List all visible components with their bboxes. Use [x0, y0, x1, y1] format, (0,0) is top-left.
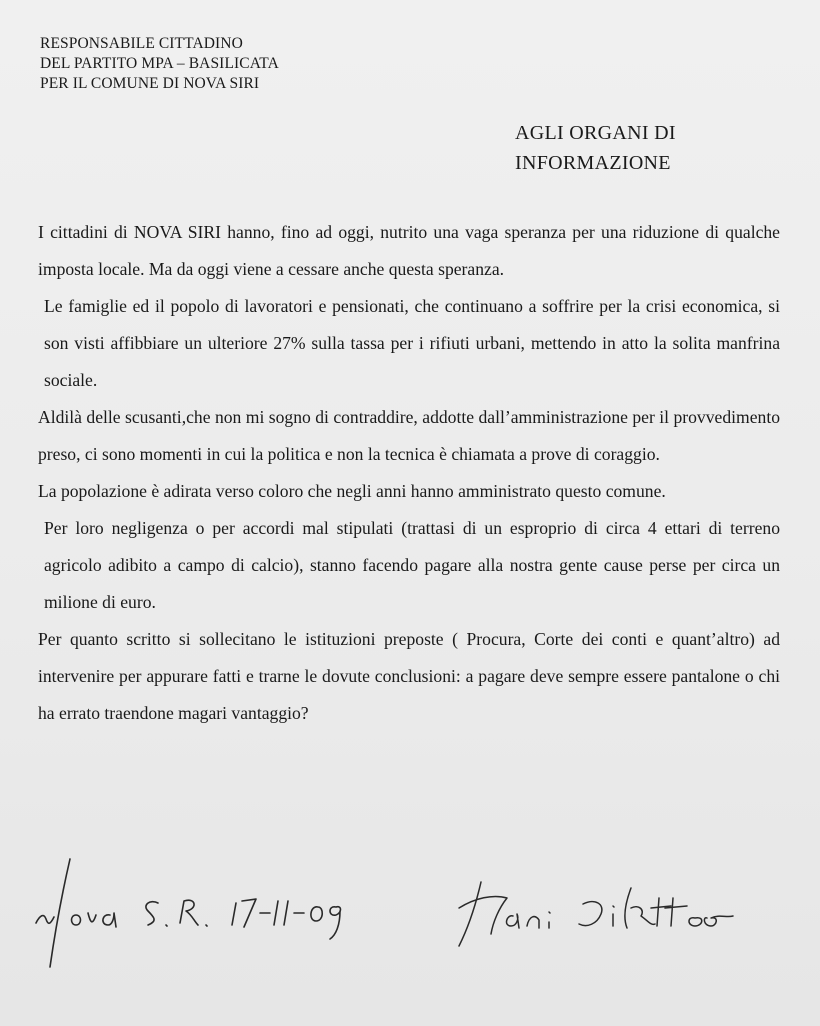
recipient-line-1: AGLI ORGANI DI [515, 122, 676, 144]
sender-line-3: PER IL COMUNE DI NOVA SIRI [40, 75, 260, 92]
sender-line-2: DEL PARTITO MPA – BASILICATA [40, 55, 279, 72]
paragraph-1: I cittadini di NOVA SIRI hanno, fino ad oggi, nutrito una vaga speranza per una riduzione di qualche imposta locale. Ma da oggi viene a cessare anche questa speranza. [38, 222, 780, 279]
recipient-block [515, 118, 676, 178]
signature-mark [455, 868, 775, 958]
handwritten-place-date [30, 855, 370, 975]
sender-line-1: RESPONSABILE CITTADINO [40, 35, 243, 52]
paragraph-5: Per loro negligenza o per accordi mal stipulati (trattasi di un esproprio di circa 4 ettari di terreno agricolo adibito a campo di calcio), stanno facendo pagare alla nostra gente cause perse per circa un milione di euro. [44, 518, 780, 612]
paragraph-2: Le famiglie ed il popolo di lavoratori e pensionati, che continuano a soffrire per la crisi economica, si son visti affibbiare un ulteriore 27% sulla tassa per i rifiuti urbani, mettendo in atto la solita manfrina sociale. [44, 296, 780, 390]
paragraph-3: Aldilà delle scusanti,che non mi sogno di contraddire, addotte dall’amministrazione per il provvedimento preso, ci sono momenti in cui la politica e non la tecnica è chiamata a prove di coraggio. [38, 407, 780, 464]
paragraph-6: Per quanto scritto si sollecitano le istituzioni preposte ( Procura, Corte dei conti e quant’altro) ad intervenire per appurare fatti e trarne le dovute conclusioni: a pagare deve sempre essere pantalone o chi ha errato traendone magari vantaggio? [38, 629, 780, 723]
recipient-line-2: INFORMAZIONE [515, 152, 671, 174]
paragraph-4: La popolazione è adirata verso coloro che negli anni hanno amministrato questo comune. [38, 481, 666, 501]
sender-block [40, 34, 279, 94]
letter-body [38, 214, 780, 732]
